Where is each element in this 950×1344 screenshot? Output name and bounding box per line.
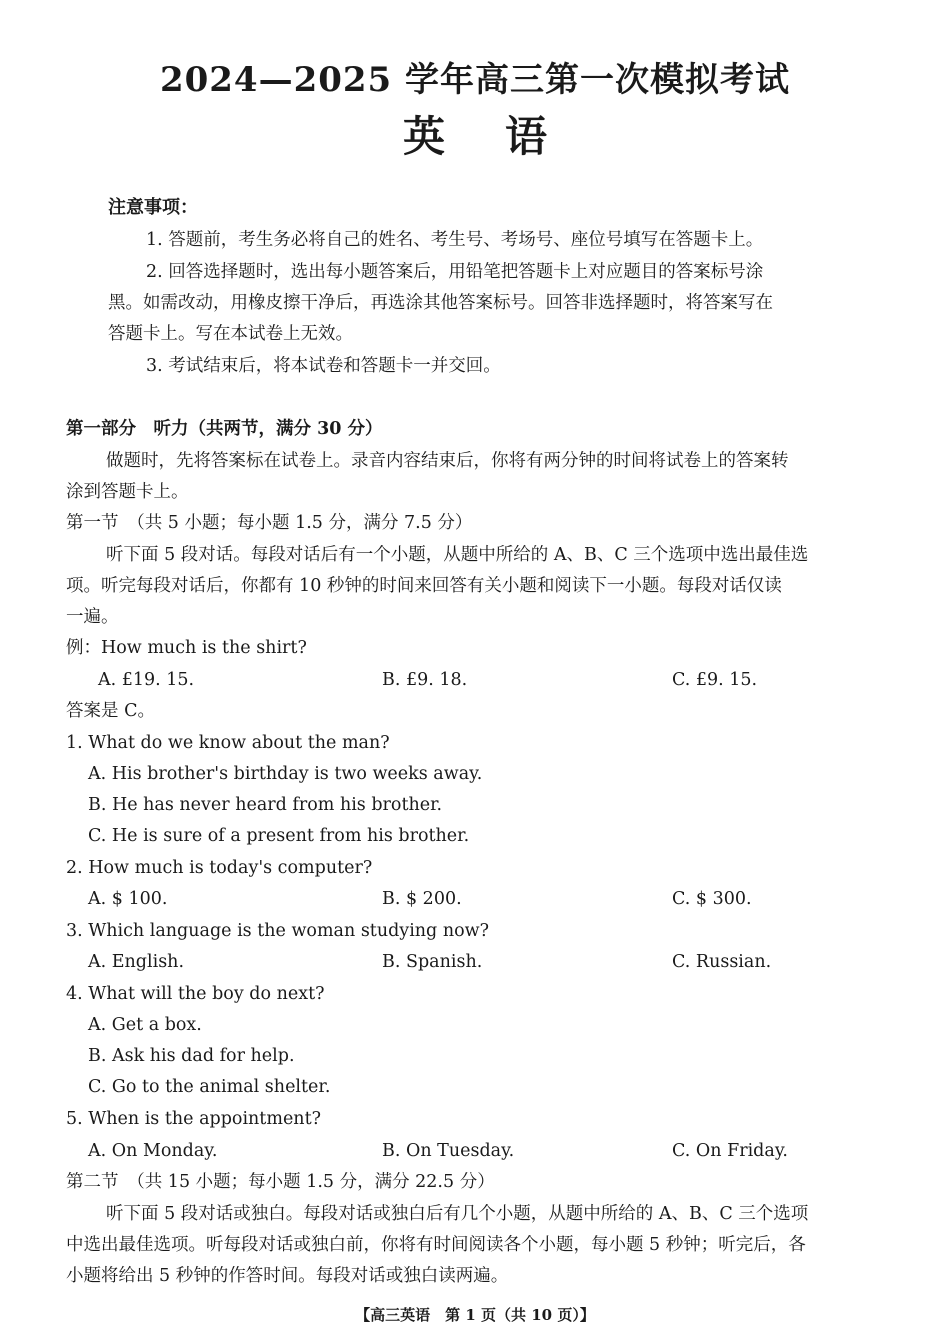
question-4-option-c: C. Go to the animal shelter. xyxy=(88,1077,331,1097)
question-1-option-c: C. He is sure of a present from his brother. xyxy=(88,826,470,846)
question-5: 5. When is the appointment? xyxy=(66,1109,321,1129)
notice-line: 黑。如需改动，用橡皮擦干净后，再选涂其他答案标号。回答非选择题时，将答案写在 xyxy=(108,293,773,313)
section1-intro-line: 项。听完每段对话后，你都有 10 秒钟的时间来回答有关小题和阅读下一小题。每段对话仅读 xyxy=(66,576,782,596)
exam-title: 2024—2025 学年高三第一次模拟考试 xyxy=(159,60,791,100)
part1-intro-line: 涂到答题卡上。 xyxy=(66,482,189,502)
question-2-option-a: A. $ 100. xyxy=(88,889,168,909)
question-4: 4. What will the boy do next? xyxy=(66,984,325,1004)
example-option-a: A. £19. 15. xyxy=(98,670,195,690)
page-footer: 【高三英语 第 1 页（共 10 页）】 xyxy=(355,1306,595,1324)
example-question: 例：How much is the shirt? xyxy=(66,638,307,658)
section2-heading: 第二节 （共 15 小题；每小题 1.5 分，满分 22.5 分） xyxy=(66,1172,495,1192)
subject-title: 英语 xyxy=(402,112,607,161)
notice-line: 2. 回答选择题时，选出每小题答案后，用铅笔把答题卡上对应题目的答案标号涂 xyxy=(146,262,764,282)
section2-intro-line: 小题将给出 5 秒钟的作答时间。每段对话或独白读两遍。 xyxy=(66,1266,509,1286)
question-1-option-b: B. He has never heard from his brother. xyxy=(88,795,443,815)
notice-heading: 注意事项： xyxy=(108,197,198,218)
question-5-option-c: C. On Friday. xyxy=(672,1141,788,1161)
question-3-option-b: B. Spanish. xyxy=(382,952,483,972)
question-2: 2. How much is today's computer? xyxy=(66,858,373,878)
question-2-option-c: C. $ 300. xyxy=(672,889,752,909)
notice-line: 3. 考试结束后，将本试卷和答题卡一并交回。 xyxy=(146,356,501,376)
section1-intro-line: 一遍。 xyxy=(66,607,119,627)
section1-intro-line: 听下面 5 段对话。每段对话后有一个小题，从题中所给的 A、B、C 三个选项中选出最佳选 xyxy=(106,545,809,565)
notice-line: 1. 答题前，考生务必将自己的姓名、考生号、考场号、座位号填写在答题卡上。 xyxy=(146,230,764,250)
question-2-option-b: B. $ 200. xyxy=(382,889,462,909)
question-5-option-a: A. On Monday. xyxy=(88,1141,218,1161)
question-4-option-a: A. Get a box. xyxy=(88,1015,202,1035)
question-1-option-a: A. His brother's birthday is two weeks away. xyxy=(88,764,483,784)
part1-intro-line: 做题时，先将答案标在试卷上。录音内容结束后，你将有两分钟的时间将试卷上的答案转 xyxy=(106,451,789,471)
section1-heading: 第一节 （共 5 小题；每小题 1.5 分，满分 7.5 分） xyxy=(66,513,473,533)
notice-line: 答题卡上。写在本试卷上无效。 xyxy=(108,324,353,344)
section2-intro-line: 听下面 5 段对话或独白。每段对话或独白后有几个小题，从题中所给的 A、B、C 三个选项 xyxy=(106,1204,809,1224)
question-1: 1. What do we know about the man? xyxy=(66,733,390,753)
example-option-c: C. £9. 15. xyxy=(672,670,758,690)
question-3: 3. Which language is the woman studying now? xyxy=(66,921,489,941)
example-answer: 答案是 C。 xyxy=(66,701,155,721)
part1-heading: 第一部分 听力（共两节，满分 30 分） xyxy=(66,419,383,439)
question-5-option-b: B. On Tuesday. xyxy=(382,1141,515,1161)
question-3-option-a: A. English. xyxy=(88,952,185,972)
question-4-option-b: B. Ask his dad for help. xyxy=(88,1046,295,1066)
example-option-b: B. £9. 18. xyxy=(382,670,468,690)
section2-intro-line: 中选出最佳选项。听每段对话或独白前，你将有时间阅读各个小题，每小题 5 秒钟；听完后，各 xyxy=(66,1235,806,1255)
question-3-option-c: C. Russian. xyxy=(672,952,772,972)
